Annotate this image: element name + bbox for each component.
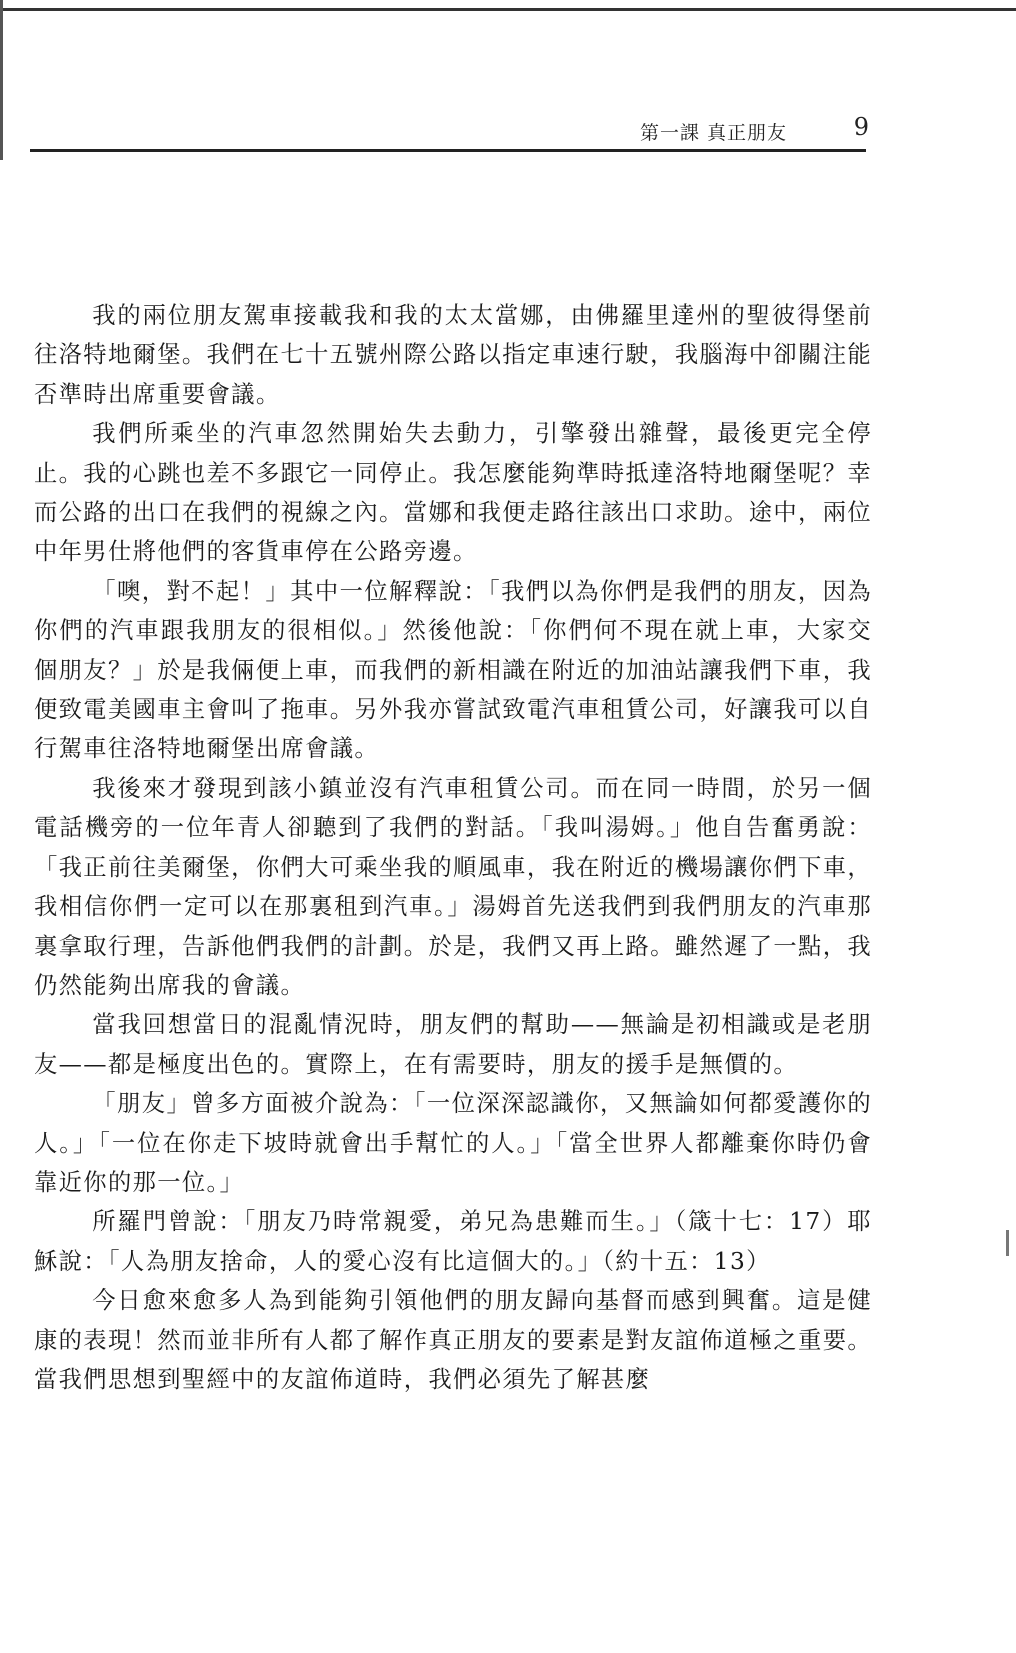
body-text bbox=[34, 296, 872, 1399]
page-number: 9 bbox=[853, 113, 870, 141]
paragraph: 今日愈來愈多人為到能夠引領他們的朋友歸向基督而感到興奮。這是健康的表現！然而並非所有人都了解作真正朋友的要素是對友誼佈道極之重要。當我們思想到聖經中的友誼佈道時，我們必須先了解甚麼 bbox=[34, 1287, 872, 1393]
scan-edge-left bbox=[0, 0, 3, 160]
scan-edge-mark bbox=[1006, 1230, 1009, 1256]
paragraph: 「噢，對不起！」其中一位解釋說：「我們以為你們是我們的朋友，因為你們的汽車跟我朋友的很相似。」然後他說：「你們何不現在就上車，大家交個朋友？」於是我倆便上車，而我們的新相識在附近的加油站讓我們下車，我便致電美國車主會叫了拖車。另外我亦嘗試致電汽車租賃公司，好讓我可以自行駕車往洛特地爾堡出席會議。 bbox=[34, 577, 872, 763]
paragraph: 我的兩位朋友駕車接載我和我的太太當娜，由佛羅里達州的聖彼得堡前往洛特地爾堡。我們在七十五號州際公路以指定車速行駛，我腦海中卻關注能否準時出席重要會議。 bbox=[34, 302, 872, 408]
paragraph: 「朋友」曾多方面被介說為：「一位深深認識你，又無論如何都愛護你的人。」「一位在你走下坡時就會出手幫忙的人。」「當全世界人都離棄你時仍會靠近你的那一位。」 bbox=[34, 1090, 872, 1196]
scan-edge-top bbox=[0, 8, 1016, 11]
header-rule bbox=[30, 149, 866, 152]
paragraph: 所羅門曾說：「朋友乃時常親愛，弟兄為患難而生。」（箴十七：17）耶穌說：「人為朋友捨命，人的愛心沒有比這個大的。」（約十五：13） bbox=[34, 1208, 872, 1275]
chapter-title: 第一課 真正朋友 bbox=[640, 122, 788, 144]
paragraph: 當我回想當日的混亂情況時，朋友們的幫助——無論是初相識或是老朋友——都是極度出色的。實際上，在有需要時，朋友的援手是無價的。 bbox=[34, 1011, 872, 1078]
running-header bbox=[640, 113, 870, 146]
paragraph: 我們所乘坐的汽車忽然開始失去動力，引擎發出雜聲，最後更完全停止。我的心跳也差不多跟它一同停止。我怎麼能夠準時抵達洛特地爾堡呢？幸而公路的出口在我們的視線之內。當娜和我便走路往該出口求助。途中，兩位中年男仕將他們的客貨車停在公路旁邊。 bbox=[34, 420, 872, 566]
paragraph: 我後來才發現到該小鎮並沒有汽車租賃公司。而在同一時間，於另一個電話機旁的一位年青人卻聽到了我們的對話。「我叫湯姆。」他自告奮勇說：「我正前往美爾堡，你們大可乘坐我的順風車，我在附近的機場讓你們下車，我相信你們一定可以在那裏租到汽車。」湯姆首先送我們到我們朋友的汽車那裏拿取行理，告訴他們我們的計劃。於是，我們又再上路。雖然遲了一點，我仍然能夠出席我的會議。 bbox=[34, 774, 872, 999]
